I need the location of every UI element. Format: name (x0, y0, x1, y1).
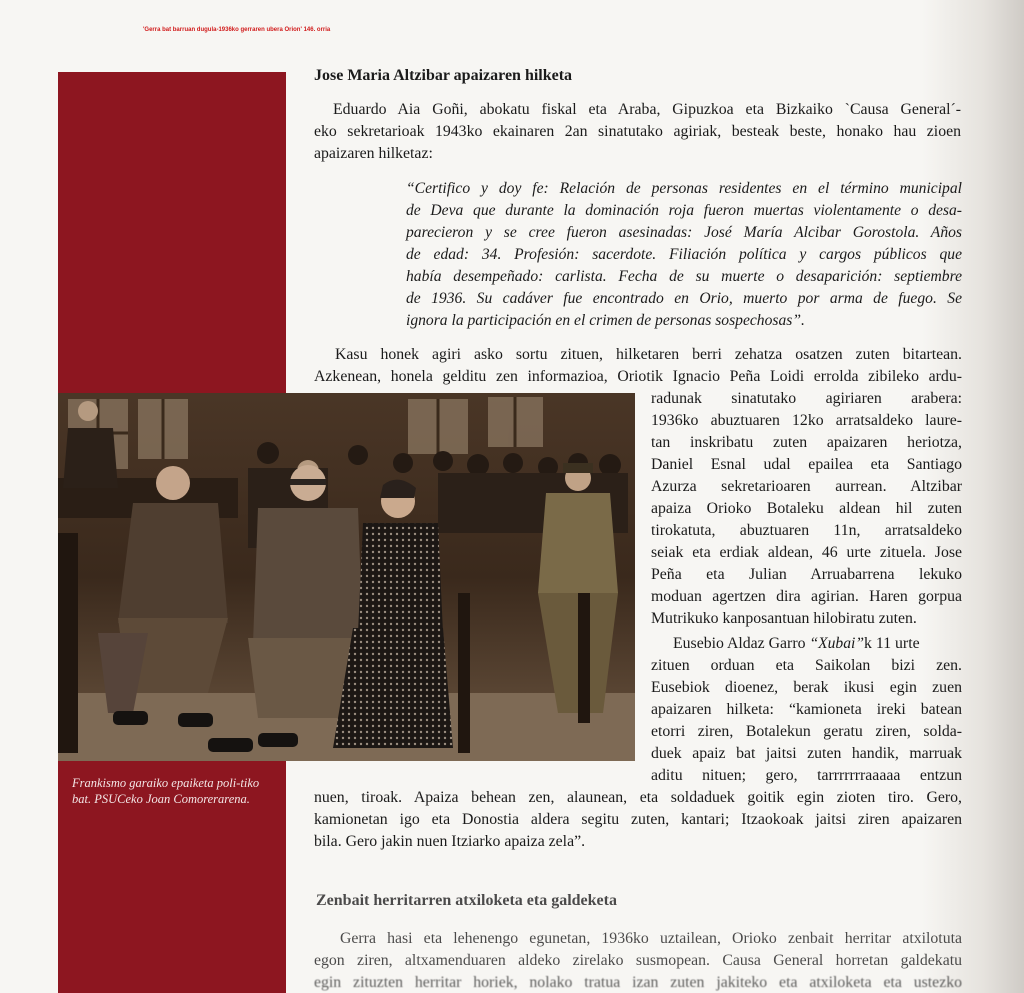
body-line: Daniel Esnal udal epailea eta Santiago (651, 456, 962, 473)
text-run: Eusebio Aldaz Garro (673, 635, 810, 652)
body-line: seiak eta erdiak aldean, 46 urte zituela. Jose (651, 544, 962, 561)
body-line: 1936ko abuztuaren 12ko arratsaldeko laure- (651, 412, 962, 429)
body-line: kamionetan igo eta Donostia aldera segitu zuten, kantari; Itzaokoak jaitsi ziren apaizaren (314, 811, 962, 828)
quote-line: “Certifico y doy fe: Relación de personas residentes en el término municipal (406, 180, 962, 197)
body-line: zituen orduan eta Saikolan bizi zen. (651, 657, 962, 674)
body-line: tirokatuta, abuztuaren 11n, arratsaldeko (651, 522, 962, 539)
trial-photo (58, 393, 635, 761)
body-line-xubai (673, 633, 920, 655)
body-line: duek apaiz bat jaitsi zuten handik, marruak (651, 745, 962, 762)
body-line: eko sekretarioak 1943ko ekainaren 2an sinatutako agiriak, besteak beste, honako hau zioen (314, 123, 961, 140)
body-line: aditu nituen; gero, tarrrrrrraaaaa entzun (651, 767, 962, 784)
body-line: Kasu honek agiri asko sortu zituen, hilketaren berri zehatza osatzen zuten bitartean. (335, 346, 962, 363)
body-line: etorri ziren, Botalekun geratu ziren, solda- (651, 723, 962, 740)
photo-caption: Frankismo garaiko epaiketa poli-tiko bat. PSUCeko Joan Comorerarena. (72, 776, 260, 806)
quote-line: ignora la participación en el crimen de personas sospechosas”. (406, 312, 805, 329)
body-line: Azurza sekretarioaren aurrean. Altzibar (651, 478, 962, 495)
quote-line: de Deva que durante la dominación roja fueron muertas violentamente o desa- (406, 202, 962, 219)
body-line: egon ziren, altxamenduaren aldeko zirelako susmopean. Causa General horretan galdekatu (314, 952, 962, 969)
body-line: apaiza Orioko Botaleku aldean hil zuten (651, 500, 962, 517)
quote-line: de 1936. Su cadáver fue encontrado en Orio, muerto por arma de fuego. Se (406, 290, 962, 307)
body-line: apaizaren hilketa: “kamioneta ireki batean (651, 701, 962, 718)
body-line: Gerra hasi eta lehenengo egunetan, 1936ko uztailean, Orioko zenbait herritar atxilotuta (340, 930, 962, 947)
xubai-nickname: “Xubai” (809, 635, 865, 652)
body-line: tan inskribatu zuten apaizaren heriotza, (651, 434, 962, 451)
body-line: bila. Gero jakin nuen Itziarko apaiza zela”. (314, 833, 586, 850)
body-line: Eusebiok dioenez, berak ikusi egin zuen (651, 679, 962, 696)
body-line: Peña eta Julian Arruabarrena lekuko (651, 566, 962, 583)
quote-line: de edad: 34. Profesión: sacerdote. Filiación política y cargos públicos que (406, 246, 962, 263)
body-line: nuen, tiroak. Apaiza behean zen, alaunean, eta soldaduek goitik egin zioten tiro. Gero, (314, 789, 962, 806)
body-line: radunak sinatutako agiriaren arabera: (651, 390, 962, 407)
source-note: 'Gerra bat barruan dugula-1936ko gerraren ubera Orion' 146. orria (143, 27, 331, 33)
section-title-2: Zenbait herritarren atxiloketa eta galdeketa (316, 892, 617, 909)
quote-line: había desempeñado: carlista. Fecha de su muerte o desaparición: septiembre (406, 268, 962, 285)
section-title-1: Jose Maria Altzibar apaizaren hilketa (314, 67, 573, 84)
body-line: Azkenean, honela gelditu zen informazioa, Oriotik Ignacio Peña Loidi errolda zibileko ardu- (314, 368, 962, 385)
body-line: moduan agertzen dira agirian. Haren gorpua (651, 588, 962, 605)
body-line: Eduardo Aia Goñi, abokatu fiskal eta Araba, Gipuzkoa eta Bizkaiko `Causa General´- (333, 101, 961, 118)
body-line: Mutrikuko kanposantuan hilobiratu zuten. (651, 610, 917, 627)
body-line: apaizaren hilketaz: (314, 145, 433, 162)
body-line: egin zituzten herritar horiek, nolako tratua izan zuten jakiteko eta atxiloketa eta ustezko (314, 974, 962, 991)
text-run: k 11 urte (864, 635, 920, 652)
quote-line: parecieron y se cree fueron asesinadas: José María Alcibar Gorostola. Años (406, 224, 962, 241)
